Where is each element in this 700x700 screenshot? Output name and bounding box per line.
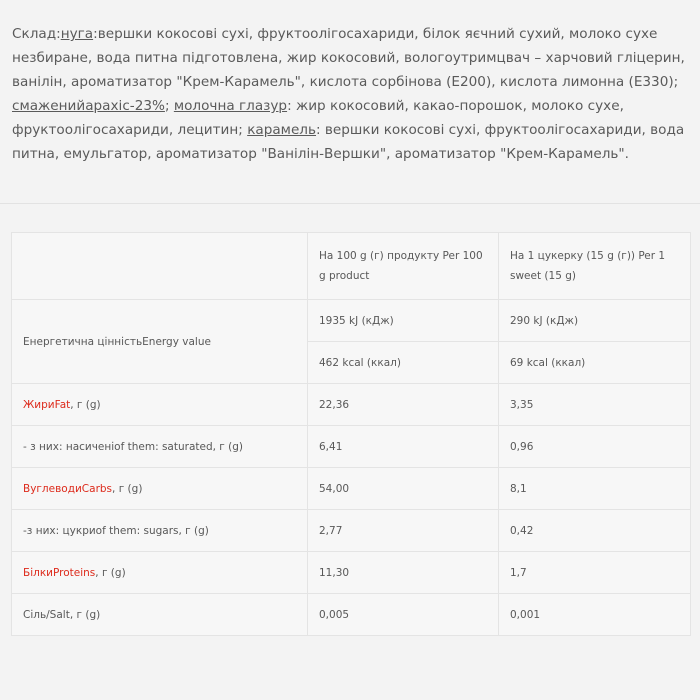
nuga-ingredients: :вершки кокосові сухі, фруктоолігосахариди, білок яєчний сухий, молоко сухе незбиране, вода питна підготовлена, жир кокосовий, вологоутримцвач – харчовий гліцерин, ванілін, ароматизатор "Крем-Карамель", кислота сорбінова (Е200), кислота лимонна (Е330); <box>12 26 685 90</box>
header-per-100g: На 100 g (г) продукту Per 100 g product <box>308 233 499 300</box>
energy-label: Енергетична цінністьEnergy value <box>12 300 308 384</box>
energy-kj-100: 1935 kJ (кДж) <box>308 300 499 342</box>
table-header-row <box>12 233 691 300</box>
header-empty-cell <box>12 233 308 300</box>
saturated-label: - з них: насиченіof them: saturated, г (g) <box>12 426 308 468</box>
carbs-label-unit: , г (g) <box>112 482 143 495</box>
table-row-energy-kj <box>12 300 691 342</box>
separator: ; <box>164 98 174 114</box>
nutrition-table <box>11 232 691 636</box>
proteins-label <box>12 552 308 594</box>
proteins-100: 11,30 <box>308 552 499 594</box>
fat-100: 22,36 <box>308 384 499 426</box>
saturated-1: 0,96 <box>499 426 691 468</box>
salt-100: 0,005 <box>308 594 499 636</box>
table-row-salt <box>12 594 691 636</box>
energy-kj-1: 290 kJ (кДж) <box>499 300 691 342</box>
sugars-label: -з них: цукриof them: sugars, г (g) <box>12 510 308 552</box>
glaze-term: молочна глазур <box>173 98 288 114</box>
proteins-label-unit: , г (g) <box>95 566 126 579</box>
caramel-ingredients: : вершки кокосові сухі, фруктоолігосахариди, вода питна, емульгатор, ароматизатор "Ванілін-Вершки", ароматизатор "Крем-Карамель". <box>12 122 685 162</box>
energy-kcal-1: 69 kcal (ккал) <box>499 342 691 384</box>
sugars-1: 0,42 <box>499 510 691 552</box>
proteins-1: 1,7 <box>499 552 691 594</box>
composition-text <box>12 22 690 166</box>
salt-label: Сіль/Salt, г (g) <box>12 594 308 636</box>
carbs-100: 54,00 <box>308 468 499 510</box>
table-row-proteins <box>12 552 691 594</box>
proteins-label-name: БілкиProteins <box>23 566 96 579</box>
energy-kcal-100: 462 kcal (ккал) <box>308 342 499 384</box>
fat-label-unit: , г (g) <box>70 398 101 411</box>
table-row-saturated <box>12 426 691 468</box>
carbs-1: 8,1 <box>499 468 691 510</box>
salt-1: 0,001 <box>499 594 691 636</box>
carbs-label-name: ВуглеводиCarbs <box>23 482 113 495</box>
glaze-ingredients: : жир кокосовий, какао-порошок, молоко сухе, фруктоолігосахариди, лецитин; <box>12 98 624 138</box>
saturated-100: 6,41 <box>308 426 499 468</box>
peanut-term: смаженийарахіс-23% <box>12 98 165 114</box>
fat-label <box>12 384 308 426</box>
section-divider <box>0 203 700 204</box>
sugars-100: 2,77 <box>308 510 499 552</box>
fat-1: 3,35 <box>499 384 691 426</box>
table-row-fat <box>12 384 691 426</box>
nuga-term: нуга <box>60 26 94 42</box>
header-per-sweet: На 1 цукерку (15 g (г)) Per 1 sweet (15 g) <box>499 233 691 300</box>
carbs-label <box>12 468 308 510</box>
table-row-carbs <box>12 468 691 510</box>
table-row-sugars <box>12 510 691 552</box>
caramel-term: карамель <box>247 122 317 138</box>
composition-label: Склад: <box>12 26 61 42</box>
fat-label-name: ЖириFat <box>23 398 71 411</box>
